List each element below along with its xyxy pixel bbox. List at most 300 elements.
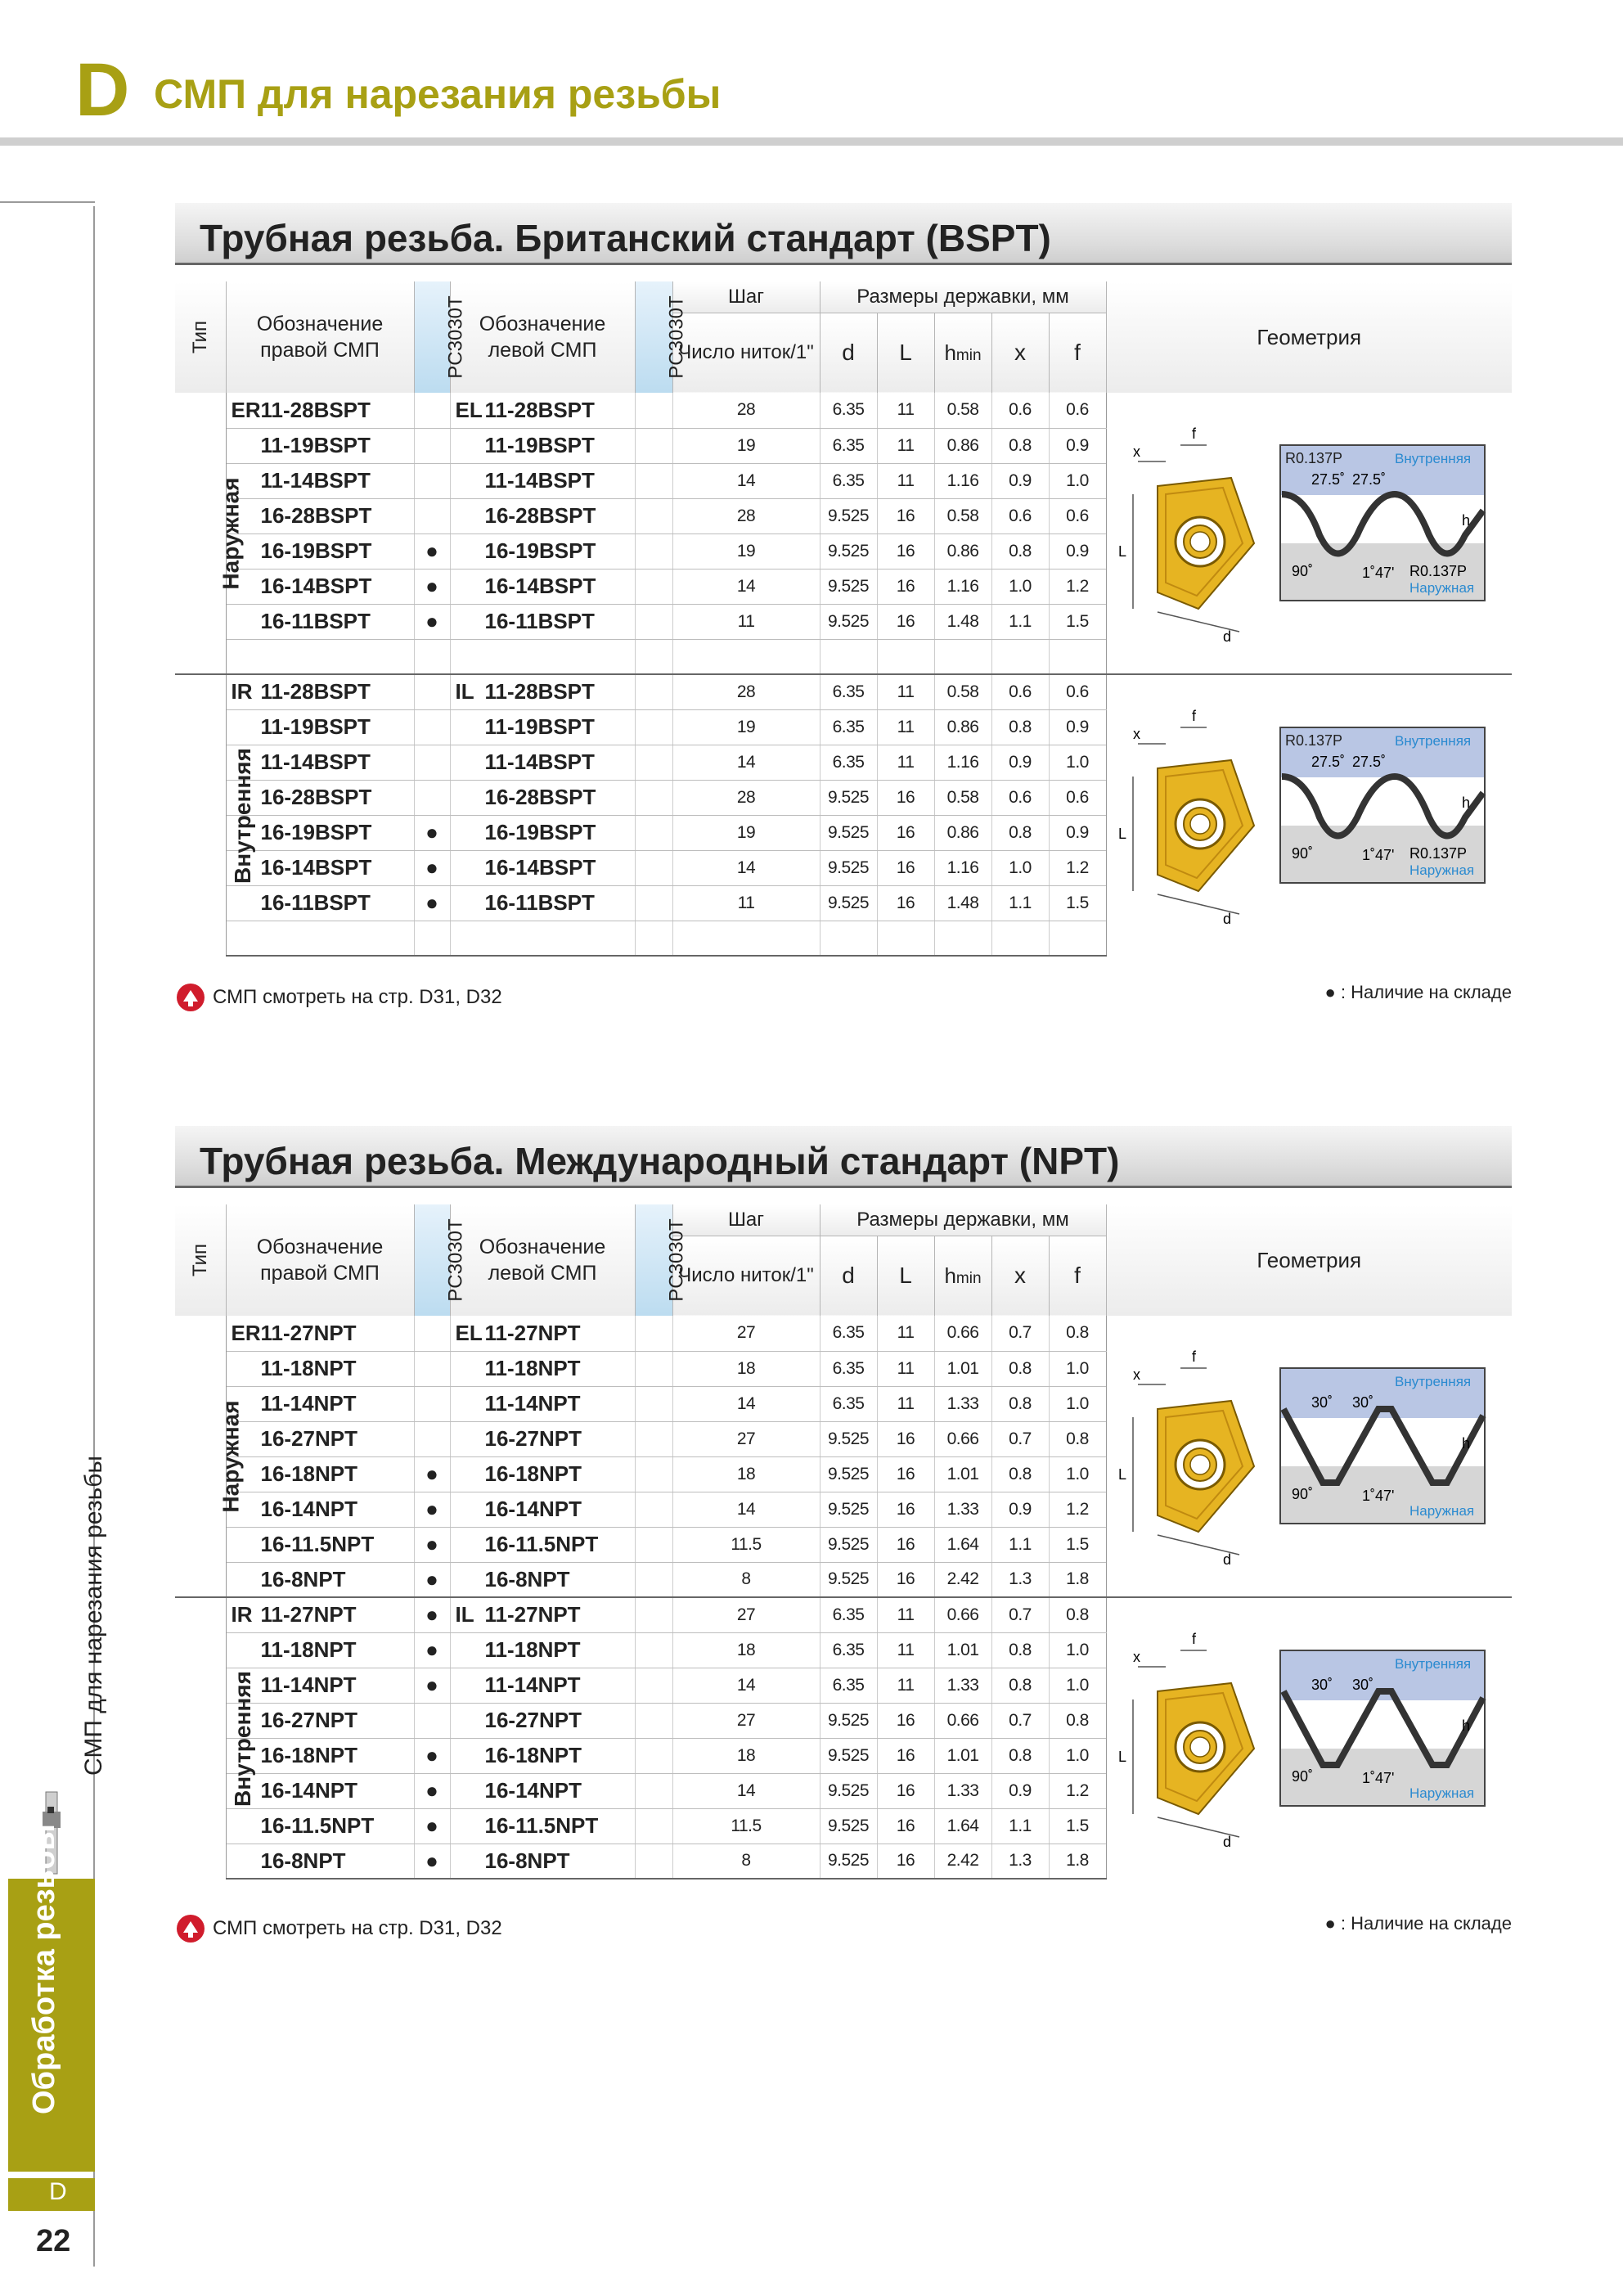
right-prefix: IR xyxy=(231,1602,253,1627)
left-insert-code: 16-14NPT xyxy=(484,1778,582,1803)
cell-d: 9.525 xyxy=(820,1421,877,1456)
cell-f: 0.6 xyxy=(1049,674,1106,709)
stock-dot xyxy=(635,604,672,639)
cell-L: 11 xyxy=(877,428,934,463)
svg-text:Внутренняя: Внутренняя xyxy=(1395,1373,1472,1389)
cell-h: 1.01 xyxy=(934,1456,991,1492)
cell-f: 0.9 xyxy=(1049,533,1106,569)
stock-dot xyxy=(635,815,672,850)
right-insert-code: 16-18NPT xyxy=(260,1743,357,1767)
stock-dot xyxy=(635,1668,672,1703)
header-h-sub: min xyxy=(955,346,982,364)
stock-dot xyxy=(635,1386,672,1421)
stock-dot xyxy=(635,639,672,674)
svg-text:h: h xyxy=(1462,1717,1471,1734)
right-insert-code: 11-14NPT xyxy=(260,1391,357,1416)
cell-tpi: 14 xyxy=(672,1492,820,1527)
cell-h: 0.66 xyxy=(934,1316,991,1351)
right-insert-code: 11-18NPT xyxy=(260,1356,357,1380)
cell-h: 0.86 xyxy=(934,533,991,569)
right-insert-code: 16-14BSPT xyxy=(260,574,372,598)
cell-x: 0.7 xyxy=(991,1316,1049,1351)
stock-dot xyxy=(414,780,450,815)
cell-tpi: 28 xyxy=(672,780,820,815)
stock-dot xyxy=(635,1597,672,1632)
cell-h: 1.01 xyxy=(934,1738,991,1773)
cell-h: 1.64 xyxy=(934,1527,991,1562)
left-prefix: EL xyxy=(455,1320,483,1345)
stock-dot xyxy=(635,1808,672,1844)
cell-L: 16 xyxy=(877,885,934,921)
right-prefix: IR xyxy=(231,679,253,705)
cell-d: 9.525 xyxy=(820,885,877,921)
cell-h: 0.66 xyxy=(934,1421,991,1456)
cell-h: 0.58 xyxy=(934,780,991,815)
cell-d: 6.35 xyxy=(820,745,877,780)
cell-L: 16 xyxy=(877,1844,934,1879)
cell-f: 1.2 xyxy=(1049,850,1106,885)
cell-h: 1.48 xyxy=(934,885,991,921)
cell-f: 1.0 xyxy=(1049,1632,1106,1668)
cell-d xyxy=(820,921,877,956)
header-grade-2: PC3030T xyxy=(665,295,688,379)
left-insert-code: 16-14BSPT xyxy=(484,574,596,598)
cell-tpi: 18 xyxy=(672,1738,820,1773)
left-insert-code: 11-19BSPT xyxy=(484,433,595,457)
right-insert-code: 11-19BSPT xyxy=(260,433,371,457)
row-type-label: Наружная xyxy=(218,1399,244,1513)
stock-dot: ● xyxy=(414,1456,450,1492)
cell-f: 0.6 xyxy=(1049,498,1106,533)
cell-f: 1.2 xyxy=(1049,1773,1106,1808)
left-insert-code: 16-28BSPT xyxy=(484,785,596,809)
stock-dot xyxy=(414,1703,450,1738)
left-insert-code: 11-27NPT xyxy=(484,1320,581,1345)
cell-d: 6.35 xyxy=(820,674,877,709)
cell-L: 11 xyxy=(877,745,934,780)
cell-f: 1.5 xyxy=(1049,604,1106,639)
cell-d: 9.525 xyxy=(820,533,877,569)
cell-f: 0.6 xyxy=(1049,393,1106,428)
svg-text:d: d xyxy=(1223,1833,1232,1850)
header-x: x xyxy=(991,1236,1049,1316)
left-insert-code: 11-28BSPT xyxy=(484,397,595,422)
svg-text:f: f xyxy=(1192,1348,1197,1365)
header-h: h xyxy=(944,1263,956,1288)
left-insert-code: 16-19BSPT xyxy=(484,820,596,844)
right-insert-code: 16-8NPT xyxy=(260,1566,346,1591)
cell-L: 16 xyxy=(877,569,934,604)
stock-dot xyxy=(414,1351,450,1386)
reference-note xyxy=(175,1913,502,1944)
cell-d: 9.525 xyxy=(820,569,877,604)
svg-text:90˚: 90˚ xyxy=(1292,844,1314,862)
cell-d: 6.35 xyxy=(820,428,877,463)
cell-x: 1.0 xyxy=(991,569,1049,604)
svg-text:27.5˚: 27.5˚ xyxy=(1352,753,1387,770)
cell-d: 6.35 xyxy=(820,1597,877,1632)
right-insert-code: 16-14BSPT xyxy=(260,855,372,880)
cell-x: 0.7 xyxy=(991,1597,1049,1632)
cell-L: 11 xyxy=(877,1632,934,1668)
left-insert-code: 11-27NPT xyxy=(484,1602,581,1627)
svg-text:90˚: 90˚ xyxy=(1292,562,1314,579)
cell-h: 1.64 xyxy=(934,1808,991,1844)
left-insert-code: 16-14BSPT xyxy=(484,855,596,880)
svg-text:R0.137P: R0.137P xyxy=(1285,449,1343,466)
cell-x: 1.1 xyxy=(991,885,1049,921)
svg-text:x: x xyxy=(1133,443,1141,460)
header-grade: PC3030T xyxy=(444,295,467,379)
left-insert-code: 11-14BSPT xyxy=(484,750,595,774)
cell-L: 16 xyxy=(877,1456,934,1492)
stock-dot xyxy=(414,745,450,780)
cell-d: 6.35 xyxy=(820,463,877,498)
right-insert-code: 16-18NPT xyxy=(260,1461,357,1486)
cell-L: 16 xyxy=(877,1527,934,1562)
header-left-insert: Обозначение левой СМП xyxy=(450,281,635,393)
stock-dot xyxy=(635,1844,672,1879)
geometry-cell xyxy=(1106,674,1512,956)
cell-f: 1.0 xyxy=(1049,1386,1106,1421)
header-right-insert: Обозначение правой СМП xyxy=(226,281,414,393)
stock-dot xyxy=(635,498,672,533)
left-insert-code: 16-27NPT xyxy=(484,1708,582,1732)
cell-tpi xyxy=(672,921,820,956)
stock-legend: ● : Наличие на складе xyxy=(1324,1913,1512,1934)
stock-dot: ● xyxy=(414,1632,450,1668)
cell-L: 11 xyxy=(877,1351,934,1386)
left-insert-code: 16-11.5NPT xyxy=(484,1813,599,1838)
bspt-table xyxy=(175,281,1512,957)
right-insert-code: 16-8NPT xyxy=(260,1848,346,1873)
cell-f: 1.5 xyxy=(1049,1808,1106,1844)
cell-h: 0.66 xyxy=(934,1597,991,1632)
cell-h: 2.42 xyxy=(934,1562,991,1597)
cell-x: 0.6 xyxy=(991,393,1049,428)
cell-h: 1.33 xyxy=(934,1386,991,1421)
header-h: h xyxy=(944,340,956,365)
thread-profile-drawing xyxy=(1280,1368,1485,1524)
cell-x: 0.8 xyxy=(991,1386,1049,1421)
header-tpi: Число ниток/1" xyxy=(672,313,820,393)
table-row xyxy=(175,674,1512,709)
svg-text:30˚: 30˚ xyxy=(1311,1676,1333,1693)
sidebar-letter: D xyxy=(8,2178,95,2211)
cell-d: 9.525 xyxy=(820,780,877,815)
right-insert-code: 11-18NPT xyxy=(260,1637,357,1662)
right-insert-code: 16-11.5NPT xyxy=(260,1813,375,1838)
cell-x: 0.8 xyxy=(991,428,1049,463)
left-insert-code: 16-11.5NPT xyxy=(484,1532,599,1556)
reference-arrow-icon xyxy=(175,982,206,1013)
header-x: x xyxy=(991,313,1049,393)
right-insert-code: 16-14NPT xyxy=(260,1497,357,1521)
right-insert-code: 16-28BSPT xyxy=(260,503,372,528)
svg-text:h: h xyxy=(1462,1434,1471,1452)
cell-tpi: 14 xyxy=(672,745,820,780)
svg-text:d: d xyxy=(1223,1551,1232,1568)
cell-f: 0.8 xyxy=(1049,1703,1106,1738)
npt-geometry-diagram xyxy=(1108,1319,1509,1589)
cell-x: 0.6 xyxy=(991,780,1049,815)
cell-x: 0.8 xyxy=(991,1738,1049,1773)
cell-x: 0.8 xyxy=(991,709,1049,745)
stock-dot xyxy=(635,1351,672,1386)
cell-L: 16 xyxy=(877,815,934,850)
cell-x: 0.7 xyxy=(991,1703,1049,1738)
left-insert-code: 16-8NPT xyxy=(484,1566,570,1591)
header-grade-2: PC3030T xyxy=(665,1218,688,1302)
stock-dot xyxy=(635,1421,672,1456)
cell-h: 1.01 xyxy=(934,1632,991,1668)
cell-x: 0.8 xyxy=(991,1632,1049,1668)
header-holder: Размеры державки, мм xyxy=(820,281,1106,313)
cell-f: 1.0 xyxy=(1049,1351,1106,1386)
svg-text:1˚47': 1˚47' xyxy=(1362,1487,1395,1504)
cell-h: 1.48 xyxy=(934,604,991,639)
cell-d: 9.525 xyxy=(820,1562,877,1597)
svg-text:R0.137P: R0.137P xyxy=(1285,732,1343,749)
cell-x: 0.6 xyxy=(991,498,1049,533)
header-left-insert: Обозначение левой СМП xyxy=(450,1204,635,1316)
cell-d: 9.525 xyxy=(820,1773,877,1808)
sidebar-top-line xyxy=(0,201,95,203)
svg-text:1˚47': 1˚47' xyxy=(1362,564,1395,581)
cell-x: 0.8 xyxy=(991,1351,1049,1386)
header-d: d xyxy=(820,313,877,393)
left-insert-code: 11-19BSPT xyxy=(484,714,595,739)
right-insert-code: 16-14NPT xyxy=(260,1778,357,1803)
svg-text:90˚: 90˚ xyxy=(1292,1485,1314,1502)
cell-h: 1.33 xyxy=(934,1773,991,1808)
cell-tpi: 11.5 xyxy=(672,1527,820,1562)
thread-profile-drawing xyxy=(1280,727,1485,883)
cell-f: 0.8 xyxy=(1049,1597,1106,1632)
cell-h: 1.01 xyxy=(934,1351,991,1386)
right-insert-code: 11-14BSPT xyxy=(260,468,371,493)
stock-dot xyxy=(414,463,450,498)
stock-dot xyxy=(635,1562,672,1597)
stock-dot: ● xyxy=(414,1492,450,1527)
left-insert-code: 16-11BSPT xyxy=(484,609,595,633)
cell-h: 0.86 xyxy=(934,815,991,850)
stock-dot xyxy=(635,428,672,463)
cell-tpi: 8 xyxy=(672,1562,820,1597)
cell-d: 9.525 xyxy=(820,815,877,850)
header-geometry: Геометрия xyxy=(1106,1204,1512,1316)
cell-L: 16 xyxy=(877,1562,934,1597)
svg-text:x: x xyxy=(1133,1366,1141,1383)
cell-L: 16 xyxy=(877,1738,934,1773)
stock-dot xyxy=(635,745,672,780)
stock-dot xyxy=(635,850,672,885)
insert-drawing xyxy=(1118,1348,1254,1568)
insert-drawing xyxy=(1118,425,1254,645)
left-insert-code: 16-11BSPT xyxy=(484,890,595,915)
header-pitch: Шаг xyxy=(672,281,820,313)
cell-tpi: 19 xyxy=(672,815,820,850)
svg-text:h: h xyxy=(1462,794,1471,811)
cell-tpi: 28 xyxy=(672,498,820,533)
cell-tpi: 19 xyxy=(672,428,820,463)
cell-h: 1.16 xyxy=(934,569,991,604)
cell-L xyxy=(877,921,934,956)
header-divider xyxy=(0,137,1623,146)
cell-d xyxy=(820,639,877,674)
stock-dot: ● xyxy=(414,850,450,885)
left-insert-code: 11-14NPT xyxy=(484,1672,581,1697)
geometry-cell xyxy=(1106,1597,1512,1879)
right-prefix: ER xyxy=(231,1320,261,1345)
cell-x: 0.7 xyxy=(991,1421,1049,1456)
cell-L: 11 xyxy=(877,1386,934,1421)
cell-L: 16 xyxy=(877,1492,934,1527)
cell-d: 9.525 xyxy=(820,1492,877,1527)
right-insert-code: 11-19BSPT xyxy=(260,714,371,739)
cell-f: 1.5 xyxy=(1049,885,1106,921)
svg-text:1˚47': 1˚47' xyxy=(1362,846,1395,863)
svg-text:L: L xyxy=(1118,825,1127,842)
cell-x: 0.9 xyxy=(991,463,1049,498)
cell-L: 16 xyxy=(877,604,934,639)
header-h-sub: min xyxy=(955,1269,982,1287)
svg-text:f: f xyxy=(1192,1630,1197,1647)
cell-f: 1.0 xyxy=(1049,1668,1106,1703)
svg-text:Внутренняя: Внутренняя xyxy=(1395,450,1472,466)
cell-f: 0.9 xyxy=(1049,815,1106,850)
section-title: Трубная резьба. Британский стандарт (BSPT) xyxy=(200,217,1051,259)
stock-dot: ● xyxy=(414,1597,450,1632)
cell-L: 11 xyxy=(877,1316,934,1351)
insert-drawing xyxy=(1118,1631,1254,1850)
cell-f: 0.8 xyxy=(1049,1316,1106,1351)
header-f: f xyxy=(1049,313,1106,393)
cell-d: 6.35 xyxy=(820,1386,877,1421)
cell-h: 2.42 xyxy=(934,1844,991,1879)
stock-dot: ● xyxy=(414,533,450,569)
cell-tpi: 27 xyxy=(672,1703,820,1738)
cell-d: 6.35 xyxy=(820,1668,877,1703)
stock-dot xyxy=(414,1421,450,1456)
left-prefix: IL xyxy=(455,1602,474,1627)
cell-L: 11 xyxy=(877,393,934,428)
cell-x: 1.0 xyxy=(991,850,1049,885)
right-insert-code: 11-28BSPT xyxy=(260,397,371,422)
section-title: Трубная резьба. Международный стандарт (NPT) xyxy=(200,1140,1120,1182)
header-right-insert: Обозначение правой СМП xyxy=(226,1204,414,1316)
cell-h: 0.58 xyxy=(934,393,991,428)
cell-L xyxy=(877,639,934,674)
cell-L: 16 xyxy=(877,533,934,569)
cell-d: 9.525 xyxy=(820,1808,877,1844)
left-insert-code: 16-18NPT xyxy=(484,1743,582,1767)
left-insert-code: 11-28BSPT xyxy=(484,679,595,705)
svg-text:27.5˚: 27.5˚ xyxy=(1311,753,1346,770)
cell-f: 1.5 xyxy=(1049,1527,1106,1562)
svg-text:L: L xyxy=(1118,542,1127,560)
cell-f: 1.2 xyxy=(1049,569,1106,604)
right-insert-code: 11-27NPT xyxy=(260,1602,357,1627)
cell-h: 0.66 xyxy=(934,1703,991,1738)
svg-text:h: h xyxy=(1462,511,1471,529)
cell-f: 1.0 xyxy=(1049,463,1106,498)
cell-d: 9.525 xyxy=(820,1738,877,1773)
section-npt xyxy=(175,1126,1512,1939)
svg-text:Наружная: Наружная xyxy=(1409,1502,1475,1519)
header-geometry: Геометрия xyxy=(1106,281,1512,393)
cell-L: 11 xyxy=(877,674,934,709)
cell-tpi: 14 xyxy=(672,1668,820,1703)
cell-x: 1.1 xyxy=(991,604,1049,639)
cell-tpi: 27 xyxy=(672,1597,820,1632)
stock-dot xyxy=(414,709,450,745)
cell-h: 1.16 xyxy=(934,463,991,498)
table-row xyxy=(175,1316,1512,1351)
cell-tpi: 18 xyxy=(672,1351,820,1386)
thread-profile-drawing xyxy=(1280,445,1485,601)
stock-dot xyxy=(635,674,672,709)
left-insert-code: 11-18NPT xyxy=(484,1356,581,1380)
cell-h xyxy=(934,639,991,674)
svg-text:Наружная: Наружная xyxy=(1409,862,1475,878)
cell-d: 9.525 xyxy=(820,604,877,639)
cell-x xyxy=(991,921,1049,956)
stock-dot xyxy=(635,463,672,498)
svg-text:30˚: 30˚ xyxy=(1311,1393,1333,1411)
cell-tpi: 19 xyxy=(672,533,820,569)
svg-text:30˚: 30˚ xyxy=(1352,1676,1374,1693)
stock-dot: ● xyxy=(414,604,450,639)
cell-x: 0.8 xyxy=(991,1668,1049,1703)
cell-f: 1.0 xyxy=(1049,745,1106,780)
cell-d: 9.525 xyxy=(820,498,877,533)
header-tpi: Число ниток/1" xyxy=(672,1236,820,1316)
cell-f: 1.8 xyxy=(1049,1844,1106,1879)
header-holder: Размеры державки, мм xyxy=(820,1204,1106,1236)
cell-d: 6.35 xyxy=(820,1316,877,1351)
left-insert-code: 16-14NPT xyxy=(484,1497,582,1521)
svg-text:Внутренняя: Внутренняя xyxy=(1395,732,1472,749)
stock-dot xyxy=(414,498,450,533)
svg-text:27.5˚: 27.5˚ xyxy=(1311,470,1346,488)
cell-x: 1.3 xyxy=(991,1562,1049,1597)
right-insert-code: 16-28BSPT xyxy=(260,785,372,809)
cell-f: 0.8 xyxy=(1049,1421,1106,1456)
left-prefix: IL xyxy=(455,679,474,705)
geometry-cell xyxy=(1106,1316,1512,1597)
cell-h: 1.33 xyxy=(934,1668,991,1703)
cell-d: 6.35 xyxy=(820,393,877,428)
stock-dot xyxy=(414,1386,450,1421)
svg-text:L: L xyxy=(1118,1748,1127,1765)
stock-dot xyxy=(635,1703,672,1738)
stock-dot: ● xyxy=(414,1808,450,1844)
svg-text:f: f xyxy=(1192,707,1197,724)
npt-table xyxy=(175,1204,1512,1880)
cell-x xyxy=(991,639,1049,674)
header-type: Тип xyxy=(188,1243,211,1277)
cell-x: 1.1 xyxy=(991,1808,1049,1844)
cell-h: 0.86 xyxy=(934,709,991,745)
svg-text:30˚: 30˚ xyxy=(1352,1393,1374,1411)
sidebar-section-text: СМП для нарезания резьбы xyxy=(80,1456,107,1776)
left-insert-code: 11-14BSPT xyxy=(484,468,595,493)
cell-L: 11 xyxy=(877,709,934,745)
cell-L: 16 xyxy=(877,1808,934,1844)
cell-f: 0.6 xyxy=(1049,780,1106,815)
stock-dot: ● xyxy=(414,1527,450,1562)
